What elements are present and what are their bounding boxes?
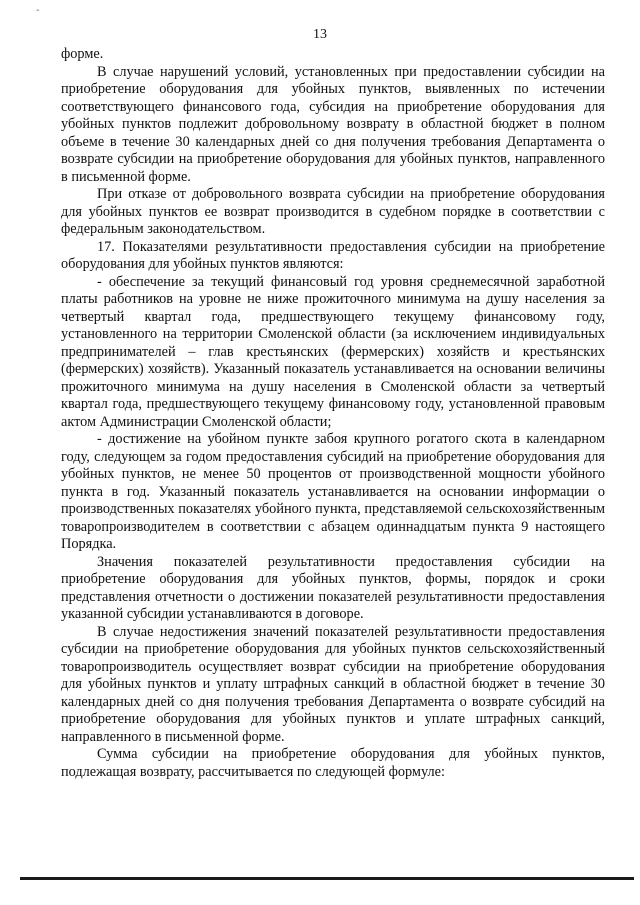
- paragraph: - достижение на убойном пункте забоя крупного рогатого скота в календарном году, следующем за годом предоставления субсидий на приобретение оборудования для убойных пунктов, не менее 50 процентов от производственной мощности убойного пункта в год. Указанный показатель устанавливается на основании информации о производственных показателях убойного пункта, представляемой сельскохозяйственным товаропроизводителем в соответствии с абзацем одиннадцатым пункта 9 настоящего Порядка.: [61, 431, 605, 552]
- paragraph: При отказе от добровольного возврата субсидии на приобретение оборудования для убойных пунктов ее возврат производится в судебном порядке в соответствии с федеральным законодательством.: [61, 186, 605, 237]
- paragraph: - обеспечение за текущий финансовый год уровня среднемесячной заработной платы работников на уровне не ниже прожиточного минимума на душу населения за четвертый квартал года, предшествующего текущему финансовому году, установленного на территории Смоленской области (за исключением индивидуальных предпринимателей – глав крестьянских (фермерских) хозяйств и крестьянских (фермерских) хозяйств). Указанный показатель устанавливается на основании величины прожиточного минимума на душу населения в Смоленской области за четвертый квартал года, предшествующего текущему финансовому году, установленной правовым актом Администрации Смоленской области;: [61, 273, 605, 430]
- page-bottom-rule: [20, 877, 634, 880]
- paragraph: 17. Показателями результативности предоставления субсидии на приобретение оборудования для убойных пунктов являются:: [61, 238, 605, 272]
- paragraph: В случае нарушений условий, установленных при предоставлении субсидии на приобретение оборудования для убойных пунктов, выявленных по истечении соответствующего финансового года, субсидия на приобретение оборудования для убойных пунктов подлежит добровольному возврату в областной бюджет в полном объеме в течение 30 календарных дней со дня получения требования Департамента о возврате субсидии на приобретение оборудования для убойных пунктов, направленного в письменной форме.: [61, 63, 605, 185]
- scan-mark: -: [36, 5, 40, 16]
- page-number: 13: [313, 27, 327, 42]
- document-body: [61, 46, 605, 781]
- paragraph: В случае недостижения значений показателей результативности предоставления субсидии на приобретение оборудования для убойных пунктов сельскохозяйственный товаропроизводитель осуществляет возврат субсидии на приобретение оборудования для убойных пунктов и уплату штрафных санкций в областной бюджет в течение 30 календарных дней со дня получения требования Департамента о возврате субсидий на приобретение оборудования для убойных пунктов и уплате штрафных санкций, направленного в письменной форме.: [61, 623, 605, 745]
- paragraph: Значения показателей результативности предоставления субсидии на приобретение оборудования для убойных пунктов, формы, порядок и сроки представления отчетности о достижении показателей результативности предоставления указанной субсидии устанавливаются в договоре.: [61, 553, 605, 622]
- paragraph: Сумма субсидии на приобретение оборудования для убойных пунктов, подлежащая возврату, рассчитывается по следующей формуле:: [61, 746, 605, 780]
- paragraph: форме.: [61, 46, 104, 62]
